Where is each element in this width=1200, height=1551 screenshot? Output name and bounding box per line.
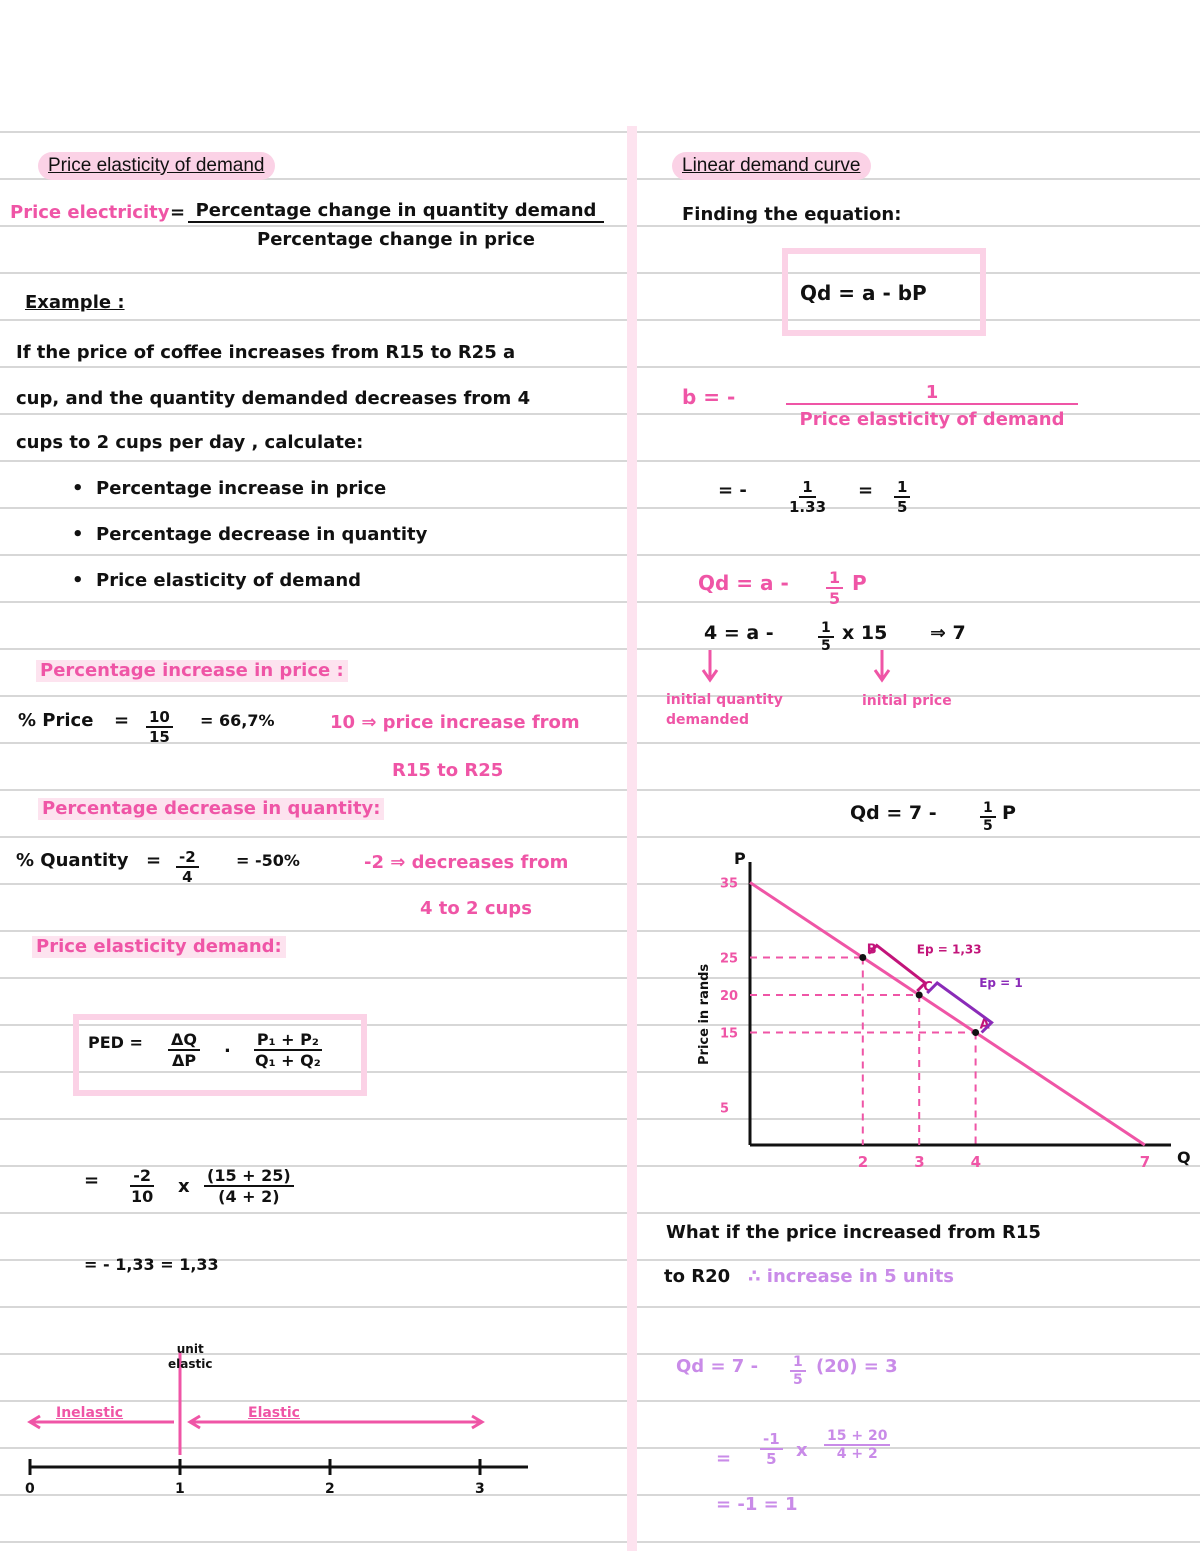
ped-label: PED = — [88, 1033, 143, 1052]
scale-tick-label: 1 — [175, 1481, 185, 1497]
data-point — [859, 954, 866, 961]
b-calc-den2: 5 — [897, 498, 908, 516]
sub-line-result: ⇒ 7 — [930, 622, 966, 644]
b-calc-num2: 1 — [894, 478, 910, 498]
x-tick-label: 3 — [914, 1153, 925, 1171]
point-label: A — [979, 1017, 990, 1033]
what-if-line-2b: ∴ increase in 5 units — [748, 1266, 955, 1287]
annotation-qty-1: initial quantity — [666, 692, 783, 708]
demand-equation: Qd = a - bP — [800, 281, 927, 305]
calc2-line2-num1: -1 — [760, 1430, 783, 1450]
definition-numerator: Percentage change in quantity demand — [188, 200, 604, 223]
bullet-text: Percentage increase in price — [96, 478, 387, 499]
annotation-price: initial price — [862, 693, 952, 709]
quantity-den: 4 — [182, 868, 193, 886]
data-point — [916, 992, 923, 999]
elasticity-annotation: Ep = 1,33 — [916, 942, 982, 957]
demand-chart — [660, 820, 1191, 1180]
calc2-line3: = -1 = 1 — [716, 1494, 798, 1515]
calc2-line1-den: 5 — [793, 1372, 803, 1388]
price-note: 10 ⇒ price increase from — [330, 712, 580, 733]
ped-f2-den: Q₁ + Q₂ — [255, 1051, 321, 1070]
quantity-num: -2 — [176, 848, 199, 868]
quantity-lhs: % Quantity — [16, 850, 129, 871]
ped-calc-fraction-2 — [204, 1166, 294, 1206]
quantity-result: = -50% — [236, 851, 300, 870]
left-heading: Price elasticity of demand — [38, 152, 275, 180]
y-tick-label: 5 — [720, 1101, 730, 1117]
b-calc-fraction-2 — [894, 478, 910, 516]
bullet-item: • Percentage increase in price — [72, 478, 387, 499]
ped-calc-den1: 10 — [131, 1187, 154, 1206]
unit-elastic-label — [168, 1342, 212, 1372]
ped-calc-times: x — [178, 1176, 190, 1197]
ped-fraction-2 — [252, 1030, 324, 1070]
demand-line — [750, 883, 1145, 1146]
ped-result: = - 1,33 = 1,33 — [84, 1255, 219, 1274]
calc2-line2-den1: 5 — [766, 1450, 777, 1468]
price-eq: = — [114, 710, 130, 731]
elastic-label: Elastic — [248, 1405, 300, 1421]
calc2-line1-lhs: Qd = 7 - — [676, 1356, 759, 1377]
y-tick-label: 15 — [720, 1026, 739, 1042]
ped-calc-num1: -2 — [130, 1166, 154, 1187]
definition-equals: = — [170, 202, 186, 223]
definition-label: Price electricity — [10, 202, 170, 223]
bullet-item: • Price elasticity of demand — [72, 570, 362, 591]
b-num: 1 — [786, 382, 1078, 405]
finding-label: Finding the equation: — [682, 204, 902, 225]
definition-denominator: Percentage change in price — [257, 229, 535, 250]
price-result: = 66,7% — [200, 711, 275, 730]
x-tick-label: 4 — [970, 1153, 982, 1171]
what-if-line: What if the price increased from R15 — [666, 1222, 1041, 1243]
ped-fraction-1 — [168, 1030, 200, 1070]
annotation-arrows — [696, 648, 896, 688]
right-heading: Linear demand curve — [672, 152, 871, 180]
elasticity-annotation: Ep = 1 — [979, 976, 1023, 990]
graph-title-rhs: P — [1002, 802, 1016, 824]
b-calc-mid: = — [858, 480, 874, 501]
data-point — [972, 1029, 979, 1036]
annotation-qty-2: demanded — [666, 712, 750, 728]
x-axis-label: Q — [1177, 1148, 1191, 1167]
y-tick-label: 35 — [720, 876, 739, 892]
graph-title-num: 1 — [980, 800, 996, 818]
bullet-text: Price elasticity of demand — [96, 570, 362, 591]
ped-calc-fraction-1 — [128, 1166, 156, 1206]
b-calc-den1: 1.33 — [789, 498, 827, 516]
quantity-note: 4 to 2 cups — [420, 898, 532, 919]
annotation-qty — [666, 690, 783, 730]
what-if-line-2a: to R20 — [664, 1266, 731, 1287]
calc2-line2-times: x — [796, 1440, 808, 1461]
quantity-fraction — [176, 848, 199, 886]
ped-section-heading: Price elasticity demand: — [32, 936, 286, 958]
calc2-line1-rhs: (20) = 3 — [816, 1356, 898, 1377]
qd-line-num: 1 — [826, 568, 843, 589]
y-tick-label: 25 — [720, 951, 739, 967]
b-den: Price elasticity of demand — [799, 409, 1065, 430]
example-line: If the price of coffee increases from R15 to R25 a — [16, 342, 516, 363]
unit-label-1: unit — [176, 1342, 204, 1356]
example-line: cups to 2 cups per day , calculate: — [16, 432, 364, 453]
unit-label-2: elastic — [168, 1357, 213, 1371]
ped-calc-eq: = — [84, 1170, 100, 1191]
calc2-line2-den2: 4 + 2 — [836, 1446, 878, 1462]
calc2-line2-eq: = — [716, 1448, 732, 1469]
scale-tick-label: 0 — [25, 1481, 35, 1497]
bullet-item: • Percentage decrease in quantity — [72, 524, 428, 545]
price-section-heading: Percentage increase in price : — [36, 660, 348, 682]
example-label: Example : — [25, 292, 125, 313]
ped-times: . — [224, 1036, 231, 1057]
quantity-section-heading: Percentage decrease in quantity: — [38, 798, 384, 820]
example-line: cup, and the quantity demanded decreases from 4 — [16, 388, 531, 409]
qd-line-lhs: Qd = a - — [698, 571, 789, 595]
x-tick-label: 7 — [1139, 1153, 1151, 1171]
qd-line-den: 5 — [829, 589, 841, 608]
price-den: 15 — [149, 728, 170, 746]
qd-line-rhs: P — [852, 571, 867, 595]
definition-fraction — [188, 200, 604, 250]
graph-title-den: 5 — [983, 818, 993, 834]
sub-line-den: 5 — [821, 638, 831, 654]
scale-tick-label: 2 — [325, 1481, 335, 1497]
point-label: B — [866, 942, 877, 958]
quantity-note: -2 ⇒ decreases from — [364, 852, 569, 873]
b-calc-num1: 1 — [799, 478, 815, 498]
y-axis-label: Price in rands — [697, 963, 712, 1065]
ped-f2-num: P₁ + P₂ — [254, 1030, 322, 1051]
b-calc-fraction-1 — [786, 478, 829, 516]
price-num: 10 — [146, 708, 173, 728]
calc2-line2-num2: 15 + 20 — [824, 1428, 890, 1446]
ped-f1-den: ΔP — [171, 1051, 197, 1070]
sub-line-num: 1 — [818, 620, 834, 638]
b-calc-eq: = - — [718, 480, 747, 501]
b-lhs: b = - — [682, 385, 736, 409]
y-tick-label: 20 — [720, 989, 739, 1004]
price-note: R15 to R25 — [392, 760, 504, 781]
calc2-line1-num: 1 — [790, 1354, 806, 1372]
qd-line-fraction — [826, 568, 843, 608]
ped-calc-num2: (15 + 25) — [204, 1166, 294, 1187]
ped-calc-den2: (4 + 2) — [218, 1187, 280, 1206]
margin-line — [627, 126, 637, 1551]
x-tick-label: 2 — [857, 1153, 869, 1171]
calc2-line2-fraction-2 — [824, 1428, 890, 1462]
price-fraction — [146, 708, 173, 746]
inelastic-label: Inelastic — [56, 1405, 124, 1421]
y-axis-symbol: P — [734, 849, 746, 868]
calc2-line1-fraction — [790, 1354, 806, 1388]
sub-line-lhs: 4 = a - — [704, 622, 774, 644]
ped-f1-num: ΔQ — [168, 1030, 200, 1051]
b-fraction — [786, 382, 1078, 430]
price-lhs: % Price — [18, 710, 94, 731]
point-label: C — [923, 980, 933, 995]
bullet-text: Percentage decrease in quantity — [96, 524, 428, 545]
quantity-eq: = — [146, 850, 162, 871]
sub-line-rhs: x 15 — [842, 622, 888, 644]
scale-tick-label: 3 — [475, 1481, 485, 1497]
graph-title-lhs: Qd = 7 - — [850, 802, 937, 824]
calc2-line2-fraction-1 — [760, 1430, 783, 1468]
